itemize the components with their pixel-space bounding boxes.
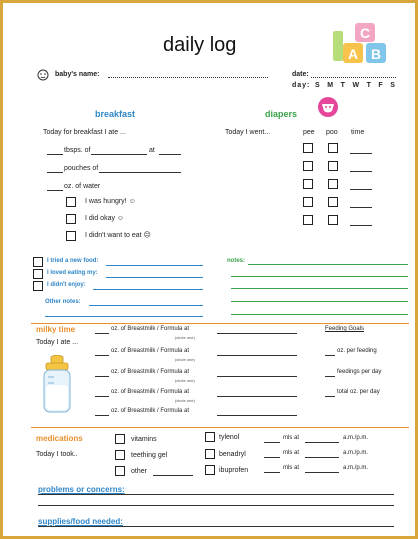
med-mls-at-3: mls at: [283, 465, 300, 471]
medications-title: medications: [36, 434, 83, 443]
med-mls-3[interactable]: [264, 472, 280, 473]
other-med-checkbox[interactable]: [115, 466, 125, 476]
milk-row-3-text: oz. of Breastmilk / Formula at: [111, 369, 190, 375]
milk-divider: [31, 323, 409, 324]
poo-checkbox-3[interactable]: [328, 179, 338, 189]
day-tue[interactable]: T: [340, 82, 345, 89]
diaper-time-2[interactable]: [350, 171, 372, 172]
okay-label: I did okay ☺: [85, 215, 125, 222]
milk-row-2-text: oz. of Breastmilk / Formula at: [111, 348, 190, 354]
diaper-time-1[interactable]: [350, 153, 372, 154]
baby-face-icon: [37, 68, 49, 86]
circle-one-4: (circle one): [175, 398, 195, 403]
milk-row-1-text: oz. of Breastmilk / Formula at: [111, 326, 190, 332]
goal-oz-per-feeding-field[interactable]: [325, 355, 335, 356]
goal-feedings-per-day: feedings per day: [337, 369, 382, 375]
milk-row-5-text: oz. of Breastmilk / Formula at: [111, 408, 190, 414]
med-time-1[interactable]: [305, 442, 339, 443]
tbsps-food-field[interactable]: [91, 154, 147, 155]
circle-one-1: (circle one): [175, 335, 195, 340]
hungry-label: I was hungry! ☺: [85, 198, 136, 205]
block-a-label: A: [348, 46, 359, 62]
milk-oz-1[interactable]: [95, 333, 109, 334]
goal-total-oz: total oz. per day: [337, 389, 380, 395]
diaper-time-3[interactable]: [350, 189, 372, 190]
milk-intro: Today I ate ...: [36, 339, 79, 346]
med-time-2[interactable]: [305, 457, 339, 458]
block-c-label: C: [360, 25, 371, 41]
problems-label: problems or concerns:: [38, 485, 125, 494]
pee-col: pee: [303, 129, 315, 136]
day-wed[interactable]: W: [352, 82, 360, 89]
other-notes-field-2[interactable]: [45, 316, 203, 317]
loved-food-field[interactable]: [106, 277, 203, 278]
tbsps-label: tbsps. of: [64, 147, 91, 154]
other-notes-field-1[interactable]: [89, 305, 203, 306]
other-med-field[interactable]: [153, 475, 193, 476]
vitamins-label: vitamins: [131, 436, 157, 443]
notes-line-1[interactable]: [248, 264, 408, 265]
didnt-enjoy-label: I didn't enjoy:: [47, 282, 86, 288]
milk-time-4[interactable]: [217, 396, 297, 397]
problems-line-1[interactable]: [38, 494, 394, 495]
pee-checkbox-5[interactable]: [303, 215, 313, 225]
date-label: date:: [292, 71, 309, 78]
med-mls-at-1: mls at: [283, 435, 300, 441]
day-mon[interactable]: M: [327, 82, 334, 89]
day-thu[interactable]: T: [366, 82, 371, 89]
baby-name-label: baby's name:: [55, 71, 100, 78]
milk-oz-5[interactable]: [95, 415, 109, 416]
hungry-checkbox[interactable]: [66, 197, 76, 207]
bottle-icon: [39, 355, 75, 420]
day-selector[interactable]: [315, 81, 395, 90]
breakfast-intro: Today for breakfast I ate ...: [43, 129, 126, 136]
new-food-field[interactable]: [106, 265, 203, 266]
pee-checkbox-1[interactable]: [303, 143, 313, 153]
tylenol-label: tylenol: [219, 434, 240, 441]
milk-oz-3[interactable]: [95, 376, 109, 377]
tbsps-time-field[interactable]: [159, 154, 181, 155]
milk-oz-4[interactable]: [95, 396, 109, 397]
notes-line-2[interactable]: [231, 276, 408, 277]
med-mls-1[interactable]: [264, 442, 280, 443]
notes-line-5[interactable]: [231, 314, 408, 315]
poo-checkbox-1[interactable]: [328, 143, 338, 153]
poo-checkbox-5[interactable]: [328, 215, 338, 225]
pee-checkbox-3[interactable]: [303, 179, 313, 189]
milk-title: milky time: [36, 325, 76, 334]
diaper-icon: [317, 96, 339, 123]
goal-feedings-per-day-field[interactable]: [325, 376, 335, 377]
water-qty-field[interactable]: [47, 190, 63, 191]
supplies-line-1[interactable]: [38, 526, 394, 527]
diapers-title: diapers: [265, 109, 298, 119]
poo-checkbox-2[interactable]: [328, 161, 338, 171]
didnt-eat-label: I didn't want to eat ☹: [85, 232, 151, 239]
goal-oz-per-feeding: oz. per feeding: [337, 348, 377, 354]
med-ampm-3[interactable]: a.m./p.m.: [343, 465, 369, 471]
notes-line-4[interactable]: [231, 301, 408, 302]
didnt-eat-checkbox[interactable]: [66, 231, 76, 241]
okay-checkbox[interactable]: [66, 214, 76, 224]
med-time-3[interactable]: [305, 472, 339, 473]
benadryl-label: benadryl: [219, 451, 246, 458]
tbsps-qty-field[interactable]: [47, 154, 63, 155]
ibuprofen-checkbox[interactable]: [205, 465, 215, 475]
pee-checkbox-4[interactable]: [303, 197, 313, 207]
didnt-enjoy-field[interactable]: [93, 289, 203, 290]
supplies-label: supplies/food needed:: [38, 517, 123, 526]
diapers-intro: Today I went...: [225, 129, 271, 136]
pee-checkbox-2[interactable]: [303, 161, 313, 171]
new-food-checkbox[interactable]: [33, 257, 43, 267]
teething-gel-label: teething gel: [131, 452, 168, 459]
milk-row-4-text: oz. of Breastmilk / Formula at: [111, 389, 190, 395]
milk-time-2[interactable]: [217, 355, 297, 356]
new-food-label: I tried a new food:: [47, 258, 99, 264]
notes-label: notes:: [227, 258, 245, 264]
pouches-food-field[interactable]: [99, 172, 181, 173]
tbsps-at-label: at: [149, 147, 155, 154]
med-ampm-1[interactable]: a.m./p.m.: [343, 435, 369, 441]
vitamins-checkbox[interactable]: [115, 434, 125, 444]
milk-time-5[interactable]: [217, 415, 297, 416]
diaper-time-5[interactable]: [350, 225, 372, 226]
page-title: daily log: [163, 34, 237, 56]
day-label: day:: [292, 82, 311, 89]
circle-one-2: (circle one): [175, 357, 195, 362]
block-b-label: B: [371, 46, 382, 62]
day-sun[interactable]: S: [315, 82, 320, 89]
med-mls-at-2: mls at: [283, 450, 300, 456]
med-mls-2[interactable]: [264, 457, 280, 458]
time-col: time: [351, 129, 365, 136]
abc-blocks-icon: [333, 23, 393, 65]
breakfast-title: breakfast: [95, 109, 136, 119]
didnt-enjoy-checkbox[interactable]: [33, 281, 43, 291]
day-fri[interactable]: F: [378, 82, 383, 89]
med-ampm-2[interactable]: a.m./p.m.: [343, 450, 369, 456]
diaper-time-4[interactable]: [350, 207, 372, 208]
milk-time-3[interactable]: [217, 376, 297, 377]
medications-intro: Today I took..: [36, 451, 78, 458]
date-field[interactable]: [311, 77, 396, 78]
teething-gel-checkbox[interactable]: [115, 450, 125, 460]
medications-divider: [31, 427, 409, 428]
water-label: oz. of water: [64, 183, 101, 190]
notes-line-3[interactable]: [231, 288, 408, 289]
circle-one-3: (circle one): [175, 378, 195, 383]
goal-total-oz-field[interactable]: [325, 396, 335, 397]
pouches-label: pouches of: [64, 165, 99, 172]
feeding-goals-title: Feeding Goals: [325, 326, 365, 332]
day-sat[interactable]: S: [390, 82, 395, 89]
tylenol-checkbox[interactable]: [205, 432, 215, 442]
poo-checkbox-4[interactable]: [328, 197, 338, 207]
milk-oz-2[interactable]: [95, 355, 109, 356]
pouches-qty-field[interactable]: [47, 172, 63, 173]
loved-food-checkbox[interactable]: [33, 269, 43, 279]
baby-name-field[interactable]: [108, 77, 268, 78]
other-med-label: other: [131, 468, 147, 475]
benadryl-checkbox[interactable]: [205, 449, 215, 459]
loved-food-label: I loved eating my:: [47, 270, 98, 276]
poo-col: poo: [326, 129, 338, 136]
problems-line-2[interactable]: [38, 505, 394, 506]
other-notes-label: Other notes:: [45, 299, 81, 305]
milk-time-1[interactable]: [217, 333, 297, 334]
ibuprofen-label: ibuprofen: [219, 467, 249, 474]
